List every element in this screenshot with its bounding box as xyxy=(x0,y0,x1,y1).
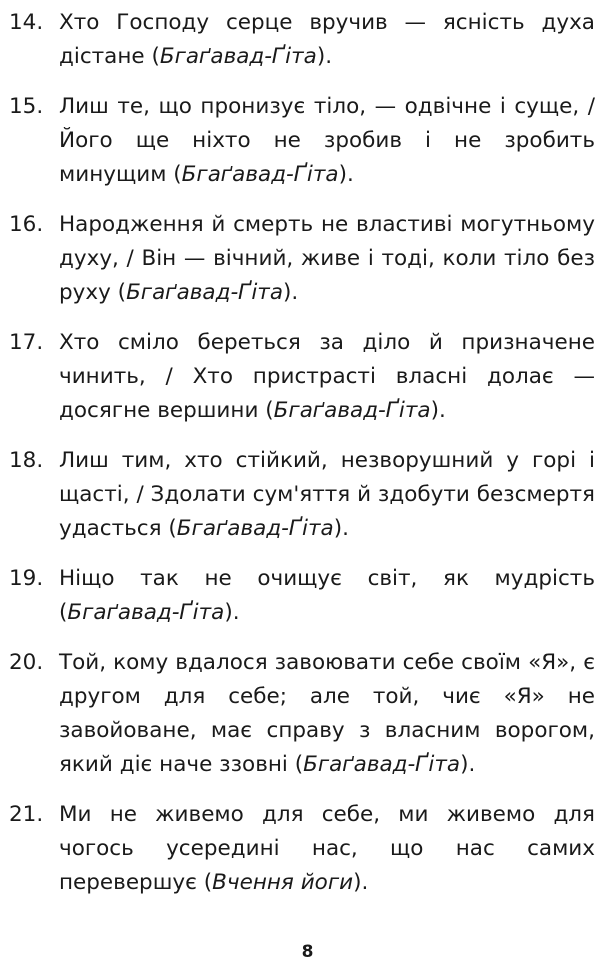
quote-source: Бгаґавад-Ґіта xyxy=(67,600,225,625)
quote-entry-21: 21. Ми не живемо для себе, ми живемо для чогось усередині нас, що нас самих перевершує (Вчення йоги). xyxy=(0,798,615,900)
quote-number: 14. xyxy=(9,10,44,35)
quote-text: Хто сміло береться за діло й призначене чинить, / Хто пристрасті власні долає — досягне вершини xyxy=(59,330,595,423)
quote-entry-14: 14. Хто Господу серце вручив — ясність духа дістане (Бгаґавад-Ґіта). xyxy=(0,6,615,74)
quote-source: Вчення йоги xyxy=(212,870,354,895)
quote-entry-17: 17. Хто сміло береться за діло й призначене чинить, / Хто пристрасті власні долає — досягне вершини (Бгаґавад-Ґіта). xyxy=(0,326,615,428)
quote-number: 15. xyxy=(9,94,44,119)
quote-entry-16: 16. Народження й смерть не властиві могутньому духу, / Він — вічний, живе і тоді, коли тіло без руху (Бгаґавад-Ґіта). xyxy=(0,208,615,310)
quote-source: Бгаґавад-Ґіта xyxy=(126,280,284,305)
quote-source: Бгаґавад-Ґіта xyxy=(181,162,339,187)
quote-number: 19. xyxy=(9,566,44,591)
quote-source: Бгаґавад-Ґіта xyxy=(273,398,431,423)
quote-entry-20: 20. Той, кому вдалося завоювати себе своїм «Я», є другом для себе; але той, чиє «Я» не завойоване, має справу з власним ворогом, який діє наче ззовні (Бгаґавад-Ґіта). xyxy=(0,646,615,782)
quote-text: Той, кому вдалося завоювати себе своїм «Я», є другом для себе; але той, чиє «Я» не завойоване, має справу з власним ворогом, який діє наче ззовні xyxy=(59,650,595,777)
quote-text: Народження й смерть не властиві могутньому духу, / Він — вічний, живе і тоді, коли тіло без руху xyxy=(59,212,595,305)
quote-text: Ми не живемо для себе, ми живемо для чогось усередині нас, що нас самих перевершує xyxy=(59,802,595,895)
quote-number: 17. xyxy=(9,330,44,355)
quote-text: Хто Господу серце вручив — ясність духа дістане xyxy=(59,10,595,69)
quote-number: 16. xyxy=(9,212,44,237)
quote-number: 21. xyxy=(9,802,44,827)
quote-entry-19: 19. Ніщо так не очищує світ, як мудрість (Бгаґавад-Ґіта). xyxy=(0,562,615,630)
quote-text: Лиш тим, хто стійкий, незворушний у горі і щасті, / Здолати сум'яття й здобути безсмертя удасться xyxy=(59,448,595,541)
quote-text: Ніщо так не очищує світ, як мудрість xyxy=(59,566,595,591)
quote-text: Лиш те, що пронизує тіло, — одвічне і суще, / Його ще ніхто не зробив і не зробить минущим xyxy=(59,94,595,187)
quote-number: 18. xyxy=(9,448,44,473)
quote-source: Бгаґавад-Ґіта xyxy=(303,752,461,777)
quote-source: Бгаґавад-Ґіта xyxy=(159,44,317,69)
quote-source: Бгаґавад-Ґіта xyxy=(176,516,334,541)
quote-number: 20. xyxy=(9,650,44,675)
quote-entry-15: 15. Лиш те, що пронизує тіло, — одвічне і суще, / Його ще ніхто не зробив і не зробить минущим (Бгаґавад-Ґіта). xyxy=(0,90,615,192)
page-number: 8 xyxy=(301,942,314,962)
quote-entry-18: 18. Лиш тим, хто стійкий, незворушний у горі і щасті, / Здолати сум'яття й здобути безсмертя удасться (Бгаґавад-Ґіта). xyxy=(0,444,615,546)
quote-list xyxy=(0,6,615,916)
